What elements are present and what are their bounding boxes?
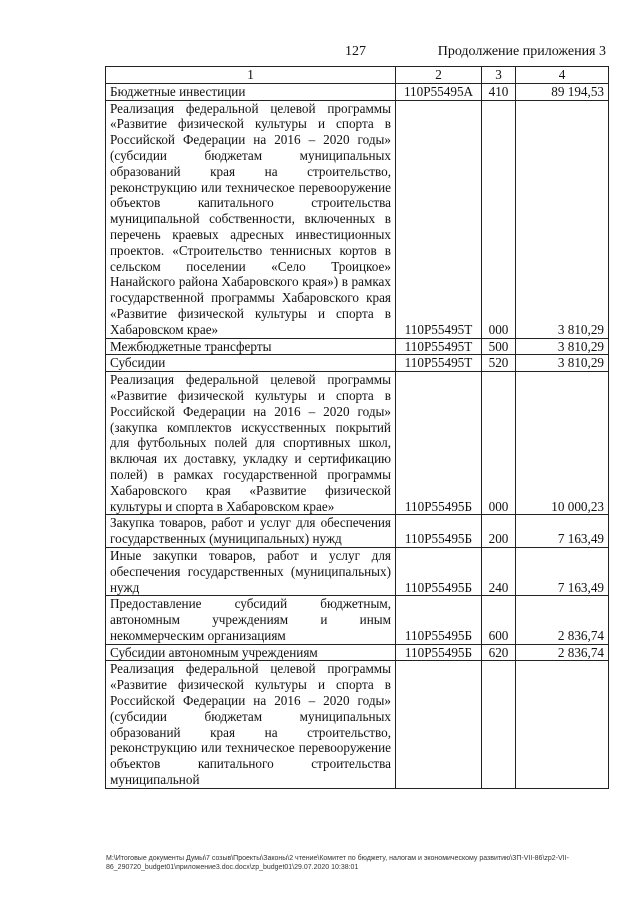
row-amount: 7 163,49: [516, 547, 609, 595]
row-amount: 89 194,53: [516, 83, 609, 100]
table-row: [106, 596, 609, 644]
table-header-row: [106, 67, 609, 84]
row-target-code: 110P55495Б: [396, 644, 482, 661]
column-header: 2: [396, 67, 482, 84]
row-description: Предоставление субсидий бюджетным, автономным учреждениям и иным некоммерческим организациям: [106, 596, 396, 644]
row-amount: [516, 661, 609, 788]
row-expense-type: 410: [482, 83, 516, 100]
table-row: [106, 100, 609, 338]
column-header: 3: [482, 67, 516, 84]
table-row: [106, 355, 609, 372]
row-description: Бюджетные инвестиции: [106, 83, 396, 100]
row-expense-type: 240: [482, 547, 516, 595]
row-expense-type: 600: [482, 596, 516, 644]
row-target-code: 110P55495Б: [396, 596, 482, 644]
row-description: Реализация федеральной целевой программы «Развитие физической культуры и спорта в Российской Федерации на 2016 – 2020 годы» (закупка комплектов искусственных покрытий для футбольных полей для спортивных школ, включая их доставку, укладку и сертификацию полей) в рамках государственной программы Хабаровского края «Развитие физической культуры и спорта в Хабаровском крае»: [106, 372, 396, 515]
row-expense-type: [482, 661, 516, 788]
row-target-code: 110P55495Т: [396, 100, 482, 338]
budget-table-body: [106, 67, 609, 789]
row-description: Реализация федеральной целевой программы «Развитие физической культуры и спорта в Российской Федерации на 2016 – 2020 годы» (субсидии бюджетам муниципальных образований края на строительство, реконструкцию или техническое перевооружение объектов капитального строительства муниципальной: [106, 661, 396, 788]
column-header: 4: [516, 67, 609, 84]
table-row: [106, 372, 609, 515]
row-expense-type: 200: [482, 515, 516, 548]
row-amount: 2 836,74: [516, 644, 609, 661]
row-expense-type: 000: [482, 100, 516, 338]
appendix-note: Продолжение приложения 3: [437, 44, 606, 59]
row-amount: 3 810,29: [516, 338, 609, 355]
row-description: Субсидии автономным учреждениям: [106, 644, 396, 661]
row-expense-type: 500: [482, 338, 516, 355]
row-target-code: [396, 661, 482, 788]
row-expense-type: 620: [482, 644, 516, 661]
table-row: [106, 515, 609, 548]
row-target-code: 110P55495Б: [396, 515, 482, 548]
row-expense-type: 520: [482, 355, 516, 372]
column-header: 1: [106, 67, 396, 84]
table-row: [106, 338, 609, 355]
row-description: Закупка товаров, работ и услуг для обеспечения государственных (муниципальных) нужд: [106, 515, 396, 548]
table-row: [106, 83, 609, 100]
table-row: [106, 644, 609, 661]
table-row: [106, 547, 609, 595]
row-amount: 10 000,23: [516, 372, 609, 515]
row-target-code: 110P55495Б: [396, 547, 482, 595]
row-amount: 3 810,29: [516, 100, 609, 338]
row-target-code: 110P55495Т: [396, 338, 482, 355]
row-target-code: 110P55495А: [396, 83, 482, 100]
budget-table: [105, 66, 609, 789]
row-description: Иные закупки товаров, работ и услуг для обеспечения государственных (муниципальных) нужд: [106, 547, 396, 595]
row-amount: 3 810,29: [516, 355, 609, 372]
row-description: Межбюджетные трансферты: [106, 338, 396, 355]
page-number: 127: [345, 44, 366, 59]
row-target-code: 110P55495Б: [396, 372, 482, 515]
row-amount: 7 163,49: [516, 515, 609, 548]
row-amount: 2 836,74: [516, 596, 609, 644]
footer-file-path: М:\Итоговые документы Думы\7 созыв\Проекты\Законы\2 чтение\Комитет по бюджету, налогам и экономическому развитию\ЗП-VII-86\zp2-VII-86_290720_budget01\приложение3.doc.docx\zp_budget01\29.07.2020 10:38:01: [106, 855, 569, 871]
row-expense-type: 000: [482, 372, 516, 515]
page-header: [0, 44, 640, 64]
row-description: Реализация федеральной целевой программы «Развитие физической культуры и спорта в Российской Федерации на 2016 – 2020 годы» (субсидии бюджетам муниципальных образований края на строительство, реконструкцию или техническое перевооружение объектов капитального строительства муниципальной собственности, включенных в перечень краевых адресных инвестиционных проектов. «Строительство теннисных кортов в сельском поселении «Село Троицкое» Нанайского района Хабаровского края») в рамках государственной программы Хабаровского края «Развитие физической культуры и спорта в Хабаровском крае»: [106, 100, 396, 338]
row-target-code: 110P55495Т: [396, 355, 482, 372]
row-description: Субсидии: [106, 355, 396, 372]
table-row: [106, 661, 609, 788]
